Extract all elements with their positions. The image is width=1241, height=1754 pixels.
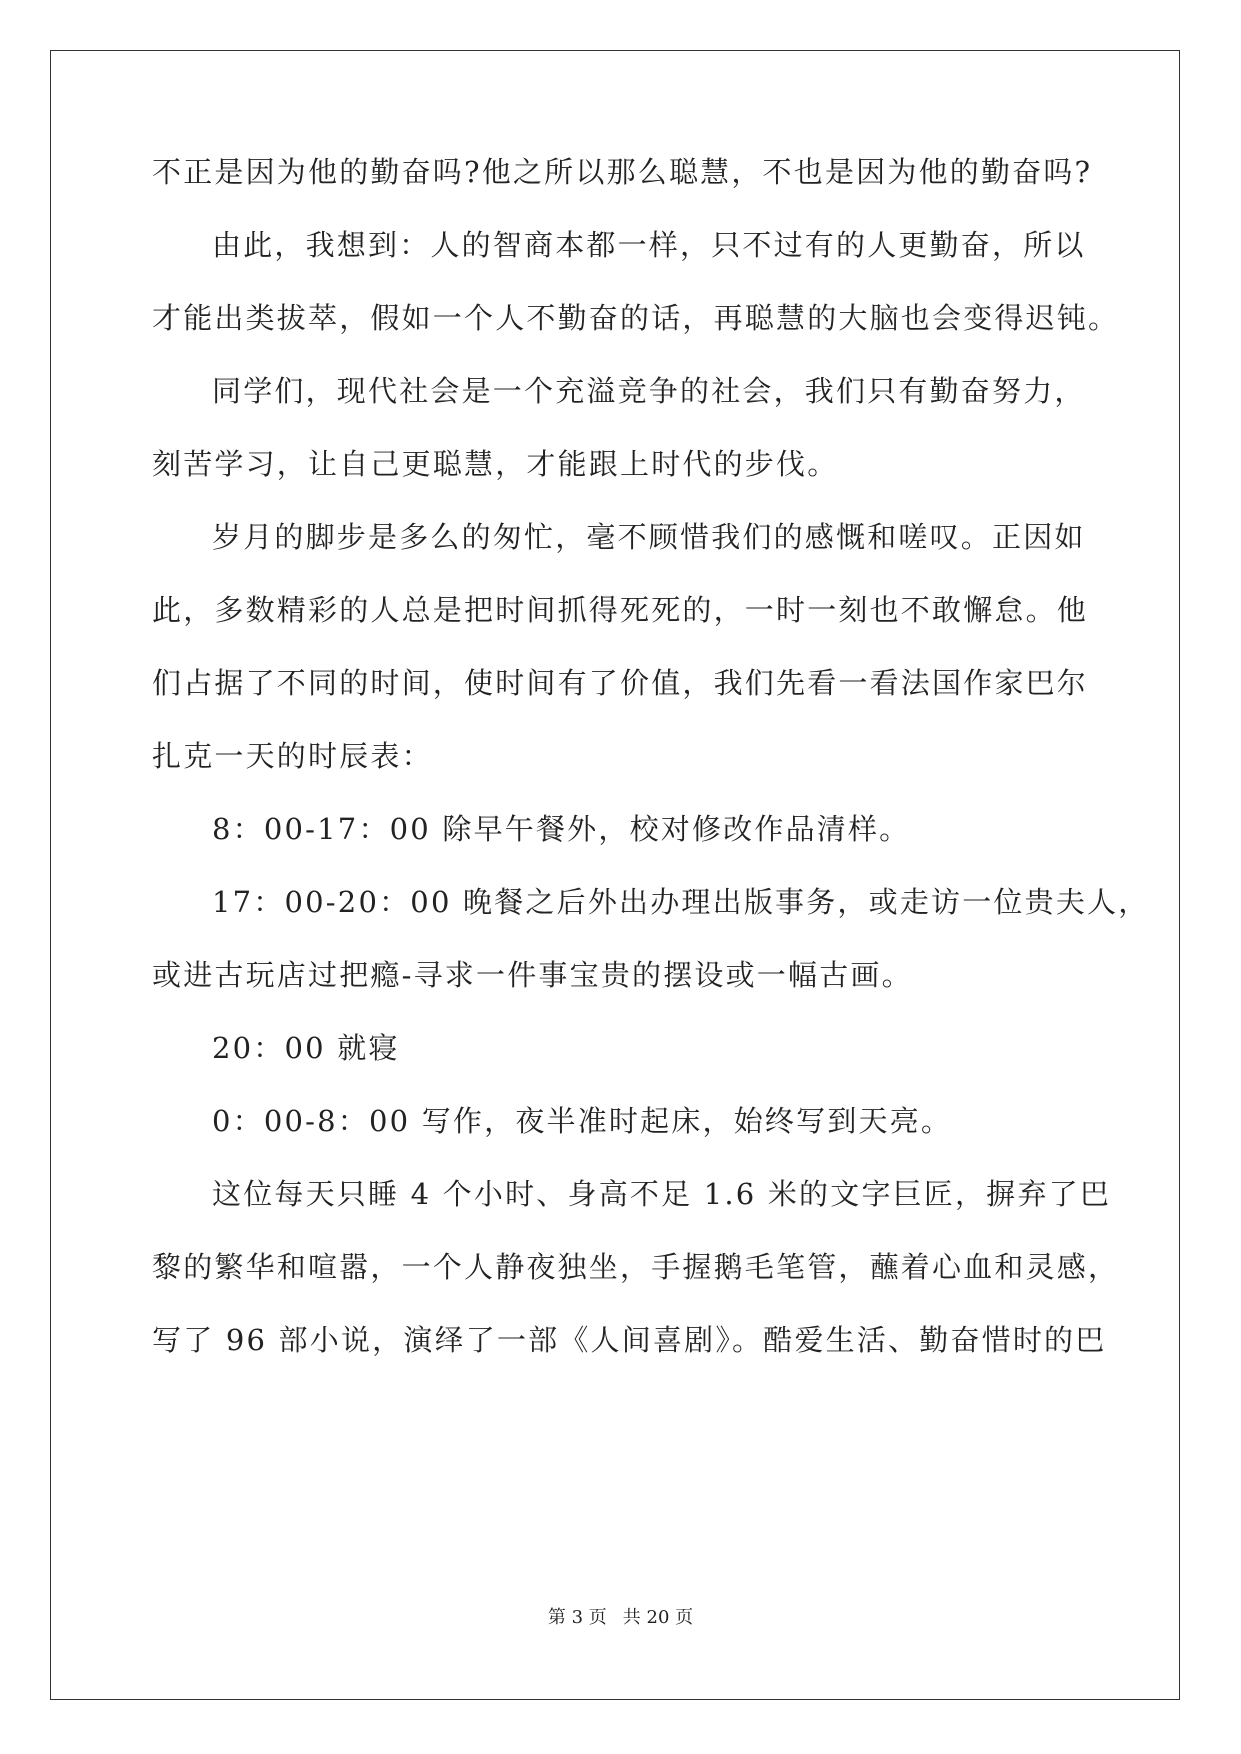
page-total: 共 20 页 bbox=[622, 1607, 694, 1628]
text-line: 20：00 就寝 bbox=[212, 1031, 400, 1065]
page-footer bbox=[0, 1606, 1241, 1630]
text-line: 写了 96 部小说，演绎了一部《人间喜剧》。酷爱生活、勤奋惜时的巴 bbox=[152, 1323, 1107, 1357]
text-line: 不正是因为他的勤奋吗?他之所以那么聪慧，不也是因为他的勤奋吗? bbox=[152, 155, 1093, 189]
text-line: 才能出类拔萃，假如一个人不勤奋的话，再聪慧的大脑也会变得迟钝。 bbox=[152, 301, 1120, 335]
text-line: 此，多数精彩的人总是把时间抓得死死的，一时一刻也不敢懈怠。他 bbox=[152, 593, 1089, 627]
text-line: 8：00-17：00 除早午餐外，校对修改作品清样。 bbox=[212, 812, 911, 846]
text-line: 扎克一天的时辰表： bbox=[152, 739, 433, 773]
text-line: 这位每天只睡 4 个小时、身高不足 1.6 米的文字巨匠，摒弃了巴 bbox=[212, 1177, 1112, 1211]
text-line: 17：00-20：00 晚餐之后外出办理出版事务，或走访一位贵夫人， bbox=[212, 885, 1150, 919]
document-body bbox=[152, 0, 1150, 1754]
text-line: 刻苦学习，让自己更聪慧，才能跟上时代的步伐。 bbox=[152, 447, 839, 481]
text-line: 们占据了不同的时间，使时间有了价值，我们先看一看法国作家巴尔 bbox=[152, 666, 1089, 700]
page-number: 第 3 页 bbox=[547, 1607, 607, 1628]
text-line: 由此，我想到：人的智商本都一样，只不过有的人更勤奋，所以 bbox=[212, 228, 1086, 262]
text-line: 黎的繁华和喧嚣，一个人静夜独坐，手握鹅毛笔管，蘸着心血和灵感， bbox=[152, 1250, 1120, 1284]
text-line: 同学们，现代社会是一个充溢竞争的社会，我们只有勤奋努力， bbox=[212, 374, 1086, 408]
text-line: 0：00-8：00 写作，夜半准时起床，始终写到天亮。 bbox=[212, 1104, 953, 1138]
text-line: 岁月的脚步是多么的匆忙，毫不顾惜我们的感慨和嗟叹。正因如 bbox=[212, 520, 1086, 554]
text-line: 或进古玩店过把瘾-寻求一件事宝贵的摆设或一幅古画。 bbox=[152, 958, 913, 992]
